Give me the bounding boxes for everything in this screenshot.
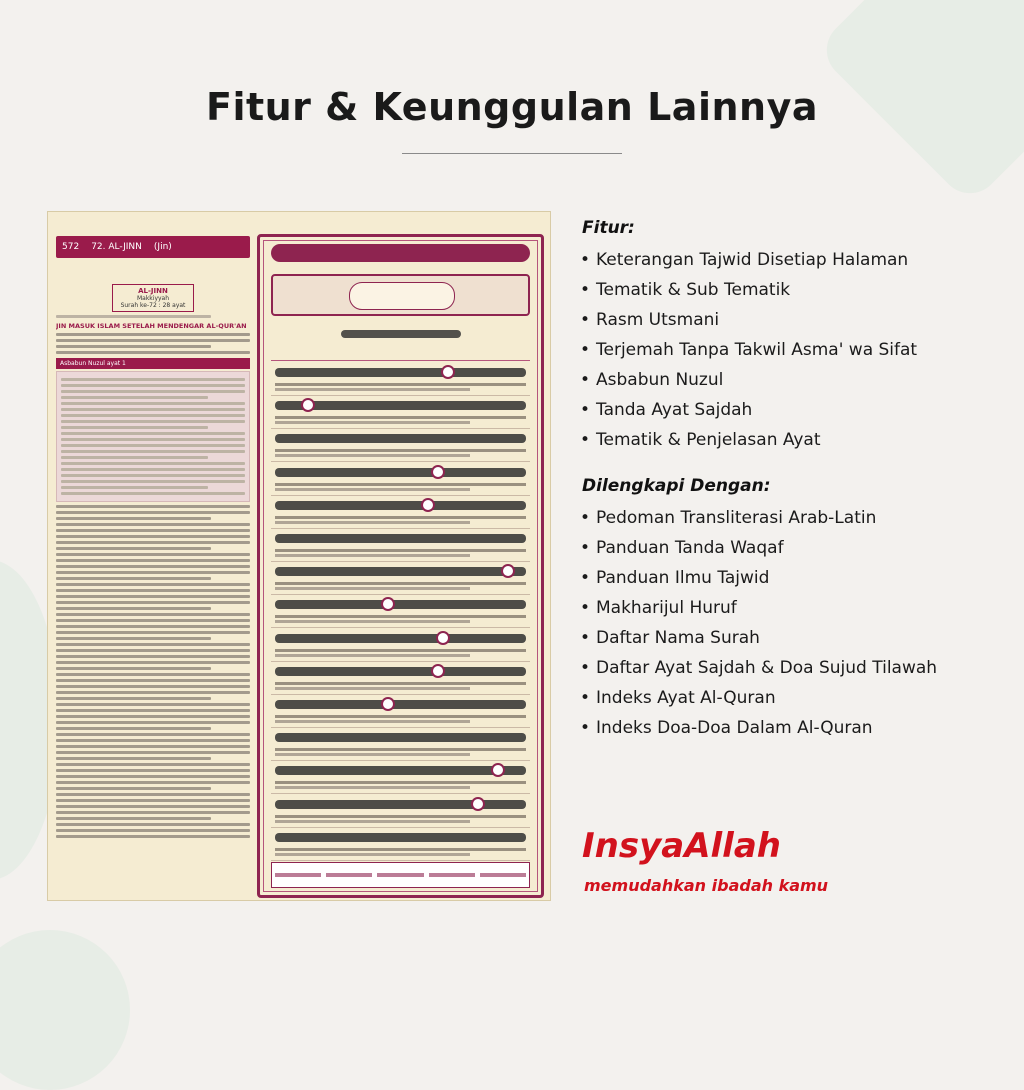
verse-row bbox=[271, 727, 530, 761]
verse-row bbox=[271, 528, 530, 562]
list-item: • Tematik & Sub Tematik bbox=[580, 275, 1000, 305]
verse-row bbox=[271, 628, 530, 662]
list-item: • Terjemah Tanpa Takwil Asma' wa Sifat bbox=[580, 335, 1000, 365]
fitur-heading: Fitur: bbox=[582, 218, 635, 238]
ayah-number-marker bbox=[431, 465, 445, 479]
verse-row bbox=[271, 694, 530, 728]
list-item: • Daftar Ayat Sajdah & Doa Sujud Tilawah bbox=[580, 653, 1000, 683]
asbabun-nuzul-heading: Asbabun Nuzul ayat 1 bbox=[56, 358, 250, 369]
ayah-number-marker bbox=[301, 398, 315, 412]
list-item: • Rasm Utsmani bbox=[580, 305, 1000, 335]
verse-row bbox=[271, 594, 530, 628]
list-item: • Keterangan Tajwid Disetiap Halaman bbox=[580, 245, 1000, 275]
surah-info: Surah ke-72 : 28 ayat bbox=[120, 302, 186, 309]
page-header-bar bbox=[271, 244, 530, 262]
ayah-number-marker bbox=[471, 797, 485, 811]
ayah-number-marker bbox=[381, 697, 395, 711]
surah-title-cartouche bbox=[271, 274, 530, 316]
section-heading: JIN MASUK ISLAM SETELAH MENDENGAR AL-QUR'AN bbox=[56, 322, 247, 330]
page-title: Fitur & Keunggulan Lainnya bbox=[205, 85, 818, 129]
text-line bbox=[56, 339, 250, 342]
mushaf-left-page-number: 572 bbox=[62, 242, 80, 252]
ayah-number-marker bbox=[431, 664, 445, 678]
ayah-number-marker bbox=[491, 763, 505, 777]
list-item: • Tanda Ayat Sajdah bbox=[580, 395, 1000, 425]
list-item: • Indeks Doa-Doa Dalam Al-Quran bbox=[580, 713, 1000, 743]
list-item: • Makharijul Huruf bbox=[580, 593, 1000, 623]
mushaf-left-header bbox=[56, 236, 250, 258]
verse-row bbox=[271, 462, 530, 496]
list-item: • Panduan Tanda Waqaf bbox=[580, 533, 1000, 563]
background-leaf-shape bbox=[0, 930, 130, 1090]
closing-tagline: memudahkan ibadah kamu bbox=[584, 876, 829, 895]
verse-row bbox=[271, 561, 530, 595]
text-line bbox=[56, 333, 250, 336]
asbabun-nuzul-box bbox=[56, 371, 250, 502]
verse-row bbox=[271, 395, 530, 429]
ayah-number-marker bbox=[501, 564, 515, 578]
surah-type: Makkiyyah bbox=[136, 295, 170, 302]
verse-row bbox=[271, 760, 530, 794]
dilengkapi-list bbox=[580, 503, 1000, 743]
text-line bbox=[56, 315, 211, 318]
verse-row bbox=[271, 362, 530, 396]
mushaf-page-preview bbox=[47, 211, 551, 901]
tajwid-legend-bar bbox=[271, 862, 530, 888]
list-item: • Tematik & Penjelasan Ayat bbox=[580, 425, 1000, 455]
basmalah-line bbox=[271, 320, 530, 361]
verse-row bbox=[271, 661, 530, 695]
mushaf-left-header-sub: (Jin) bbox=[153, 242, 172, 252]
list-item: • Panduan Ilmu Tajwid bbox=[580, 563, 1000, 593]
features-panel bbox=[580, 215, 1000, 743]
ayah-number-marker bbox=[436, 631, 450, 645]
surah-name: AL-JINN bbox=[138, 287, 168, 295]
title-divider bbox=[402, 153, 622, 154]
list-item: • Pedoman Transliterasi Arab-Latin bbox=[580, 503, 1000, 533]
ayah-number-marker bbox=[441, 365, 455, 379]
verse-row bbox=[271, 428, 530, 462]
ayah-number-marker bbox=[421, 498, 435, 512]
mushaf-translation-column bbox=[56, 236, 250, 896]
verse-row bbox=[271, 495, 530, 529]
fitur-list bbox=[580, 245, 1000, 455]
dilengkapi-heading: Dilengkapi Dengan: bbox=[582, 476, 771, 496]
mushaf-arabic-column bbox=[257, 234, 544, 898]
closing-headline: InsyaAllah bbox=[582, 826, 781, 866]
text-line bbox=[56, 345, 211, 348]
text-line bbox=[56, 351, 250, 354]
surah-info-box bbox=[112, 284, 194, 312]
list-item: • Asbabun Nuzul bbox=[580, 365, 1000, 395]
list-item: • Indeks Ayat Al-Quran bbox=[580, 683, 1000, 713]
verse-row bbox=[271, 827, 530, 861]
list-item: • Daftar Nama Surah bbox=[580, 623, 1000, 653]
ayah-number-marker bbox=[381, 597, 395, 611]
verse-row bbox=[271, 794, 530, 828]
mushaf-left-header-title: 72. AL-JINN bbox=[91, 242, 142, 252]
